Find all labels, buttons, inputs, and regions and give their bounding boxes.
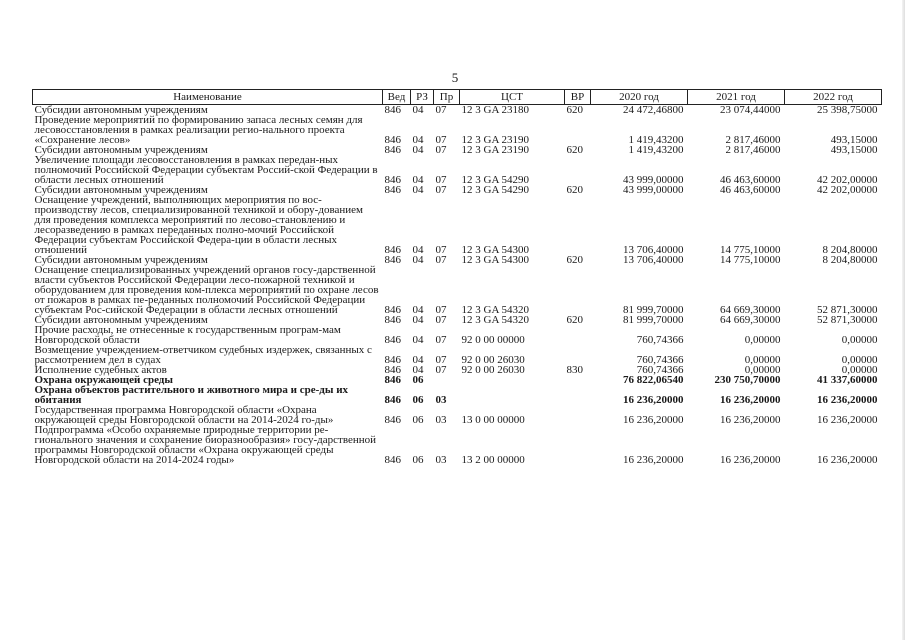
cell-2022: 16 236,20000 [817, 414, 878, 426]
cell-rz: 06 [412, 394, 424, 406]
cell-rz: 04 [412, 144, 424, 156]
cell-pr: 07 [435, 334, 447, 346]
cell-2021: 16 236,20000 [720, 414, 781, 426]
cell-pr: 07 [435, 184, 447, 196]
cell-ved: 846 [384, 304, 401, 316]
cell-2022: 41 337,60000 [817, 374, 878, 386]
header-name: Наименование [33, 90, 383, 105]
cell-2020: 13 706,40000 [623, 244, 684, 256]
cell-2022: 16 236,20000 [817, 454, 878, 466]
cell-name: Исполнение судебных актов [34, 364, 167, 376]
cell-2021: 16 236,20000 [720, 454, 781, 466]
cell-2021: 64 669,30000 [720, 314, 781, 326]
cell-cst: 12 3 GA 54290 [461, 174, 530, 186]
cell-vr [565, 345, 591, 365]
cell-cst: 12 3 GA 54320 [461, 304, 530, 316]
cell-2020: 81 999,70000 [623, 304, 684, 316]
cell-cst: 12 3 GA 54300 [461, 254, 530, 266]
cell-ved: 846 [384, 394, 401, 406]
table-header [33, 90, 882, 105]
cell-name: Субсидии автономным учреждениям [34, 314, 208, 326]
header-rz: РЗ [411, 90, 434, 105]
table-row [33, 155, 882, 185]
cell-2021: 2 817,46000 [725, 134, 781, 146]
cell-2022: 493,15000 [830, 134, 878, 146]
cell-rz: 04 [412, 184, 424, 196]
cell-rz: 06 [412, 454, 424, 466]
cell-cst: 92 0 00 26030 [461, 364, 525, 376]
cell-2022: 493,15000 [830, 144, 878, 156]
cell-vr [565, 155, 591, 185]
cell-ved: 846 [384, 364, 401, 376]
cell-cst: 13 2 00 00000 [461, 454, 525, 466]
header-vr: ВР [565, 90, 591, 105]
cell-2021: 46 463,60000 [720, 184, 781, 196]
cell-pr: 07 [435, 244, 447, 256]
cell-2021: 2 817,46000 [725, 144, 781, 156]
cell-rz: 04 [412, 254, 424, 266]
cell-2021: 16 236,20000 [720, 394, 781, 406]
cell-pr: 03 [435, 454, 447, 466]
cell-ved: 846 [384, 184, 401, 196]
table-row [33, 385, 882, 405]
cell-cst: 12 3 GA 23180 [461, 104, 530, 116]
cell-vr [565, 385, 591, 405]
cell-2021: 46 463,60000 [720, 174, 781, 186]
cell-cst: 12 3 GA 54290 [461, 184, 530, 196]
cell-pr: 07 [435, 354, 447, 366]
cell-2022: 25 398,75000 [817, 104, 878, 116]
cell-2020: 76 822,06540 [623, 374, 684, 386]
cell-2020: 13 706,40000 [623, 254, 684, 266]
cell-name: Охрана окружающей среды [34, 374, 173, 386]
cell-vr: 620 [566, 254, 583, 266]
cell-ved: 846 [384, 334, 401, 346]
cell-name: Прочие расходы, не отнесенные к государственным програм-мам Новгородской области [34, 324, 341, 346]
header-pr: Пр [434, 90, 460, 105]
table-row [33, 405, 882, 425]
cell-cst: 12 3 GA 23190 [461, 144, 530, 156]
cell-2020: 760,74366 [636, 354, 684, 366]
cell-name: Охрана объектов растительного и животного мира и сре-ды их обитания [34, 384, 349, 406]
cell-2021: 0,00000 [744, 334, 781, 346]
cell-2021: 0,00000 [744, 354, 781, 366]
table-row [33, 325, 882, 345]
cell-name: Субсидии автономным учреждениям [34, 144, 208, 156]
cell-pr [434, 375, 460, 385]
table-row [33, 195, 882, 255]
cell-name: Возмещение учреждением-ответчиком судебных издержек, связанных с рассмотрением дел в судах [34, 344, 372, 366]
cell-2022: 8 204,80000 [822, 244, 878, 256]
cell-2021: 14 775,10000 [720, 254, 781, 266]
cell-2020: 16 236,20000 [623, 454, 684, 466]
cell-name: Проведение мероприятий по формированию запаса лесных семян для лесовосстановления в рамках реализации регио-нального проекта «Сохранение лесов» [34, 114, 363, 146]
cell-cst: 92 0 00 00000 [461, 334, 525, 346]
header-2021: 2021 год [688, 90, 785, 105]
cell-rz: 06 [412, 374, 424, 386]
cell-rz: 04 [412, 244, 424, 256]
cell-name: Субсидии автономным учреждениям [34, 184, 208, 196]
header-cst: ЦСТ [460, 90, 565, 105]
cell-2021: 0,00000 [744, 364, 781, 376]
cell-pr: 07 [435, 364, 447, 376]
cell-2020: 81 999,70000 [623, 314, 684, 326]
cell-2021: 23 074,44000 [720, 104, 781, 116]
cell-cst: 12 3 GA 54300 [461, 244, 530, 256]
cell-2022: 0,00000 [841, 364, 878, 376]
cell-vr: 830 [566, 364, 583, 376]
cell-vr: 620 [566, 144, 583, 156]
cell-pr: 07 [435, 104, 447, 116]
cell-name: Субсидии автономным учреждениям [34, 104, 208, 116]
cell-2021: 230 750,70000 [714, 374, 781, 386]
cell-cst [460, 385, 565, 405]
cell-rz: 04 [412, 364, 424, 376]
cell-ved: 846 [384, 144, 401, 156]
cell-pr: 07 [435, 174, 447, 186]
cell-2022: 42 202,00000 [817, 174, 878, 186]
cell-ved: 846 [384, 254, 401, 266]
cell-name: Государственная программа Новгородской области «Охрана окружающей среды Новгородской области на 2014-2024 го-ды» [34, 404, 334, 426]
table-body [33, 105, 882, 466]
cell-vr [565, 115, 591, 145]
cell-ved: 846 [384, 354, 401, 366]
cell-2022: 16 236,20000 [817, 394, 878, 406]
budget-table [32, 89, 882, 465]
cell-vr [565, 195, 591, 255]
cell-vr [565, 425, 591, 465]
cell-2021: 64 669,30000 [720, 304, 781, 316]
cell-2020: 43 999,00000 [623, 184, 684, 196]
cell-pr: 03 [435, 414, 447, 426]
cell-2022: 52 871,30000 [817, 314, 878, 326]
cell-pr: 07 [435, 134, 447, 146]
page-number: 5 [451, 70, 459, 85]
cell-ved: 846 [384, 244, 401, 256]
cell-ved: 846 [384, 454, 401, 466]
header-2020: 2020 год [591, 90, 688, 105]
cell-2020: 760,74366 [636, 364, 684, 376]
cell-2020: 43 999,00000 [623, 174, 684, 186]
cell-rz: 04 [412, 174, 424, 186]
cell-pr: 03 [435, 394, 447, 406]
cell-rz: 04 [412, 104, 424, 116]
cell-vr: 620 [566, 184, 583, 196]
cell-cst: 13 0 00 00000 [461, 414, 525, 426]
cell-2020: 24 472,46800 [623, 104, 684, 116]
cell-2020: 1 419,43200 [628, 134, 684, 146]
cell-2022: 52 871,30000 [817, 304, 878, 316]
cell-ved: 846 [384, 134, 401, 146]
cell-ved: 846 [384, 104, 401, 116]
cell-cst: 12 3 GA 23190 [461, 134, 530, 146]
cell-name: Субсидии автономным учреждениям [34, 254, 208, 266]
cell-pr: 07 [435, 144, 447, 156]
cell-2022: 0,00000 [841, 334, 878, 346]
cell-pr: 07 [435, 314, 447, 326]
cell-vr [565, 265, 591, 315]
cell-cst: 12 3 GA 54320 [461, 314, 530, 326]
cell-rz: 04 [412, 304, 424, 316]
header-ved: Вед [383, 90, 411, 105]
cell-2020: 760,74366 [636, 334, 684, 346]
cell-ved: 846 [384, 374, 401, 386]
header-2022: 2022 год [785, 90, 882, 105]
cell-vr [565, 325, 591, 345]
cell-vr: 620 [566, 104, 583, 116]
cell-name: Увеличение площади лесовосстановления в рамках передан-ных полномочий Российской Федерации субъектам Россий-ской Федерации в области лесных отношений [34, 154, 378, 186]
cell-vr: 620 [566, 314, 583, 326]
cell-2021: 14 775,10000 [720, 244, 781, 256]
cell-name: Оснащение специализированных учреждений органов госу-дарственной власти субъектов Российской Федерации лесо-пожарной техникой и оборудованием для проведения ком-плекса мероприятий по охране лесов от пожаров в рамках пе-реданных полномочий Российской Федерации субъектам Рос-сийской Федерации в области лесных отношений [34, 264, 379, 316]
cell-ved: 846 [384, 314, 401, 326]
cell-vr [565, 405, 591, 425]
cell-pr: 07 [435, 254, 447, 266]
cell-2022: 42 202,00000 [817, 184, 878, 196]
cell-cst: 92 0 00 26030 [461, 354, 525, 366]
cell-rz: 04 [412, 314, 424, 326]
cell-name: Оснащение учреждений, выполняющих мероприятия по вос-производству лесов, специализированной техникой и обору-дованием для проведения комплекса мероприятий по лесово-становлению и лесоразведению в рамках переданных полно-мочий Российской Федерации субъектам Российской Федера-ции в области лесных отношений [34, 194, 363, 256]
table-row [33, 425, 882, 465]
table-row [33, 345, 882, 365]
cell-cst [460, 375, 565, 385]
cell-pr: 07 [435, 304, 447, 316]
cell-2020: 16 236,20000 [623, 414, 684, 426]
cell-rz: 04 [412, 334, 424, 346]
cell-rz: 04 [412, 354, 424, 366]
cell-name: Подпрограмма «Особо охраняемые природные территории ре-гионального значения и сохранение биоразнообразия» госу-дарственной программы Новгородской области «Охрана окружающей среды Новгородской области на 2014-2024 годы» [34, 424, 376, 466]
cell-rz: 06 [412, 414, 424, 426]
cell-ved: 846 [384, 414, 401, 426]
cell-2022: 8 204,80000 [822, 254, 878, 266]
cell-vr [565, 375, 591, 385]
cell-2022: 0,00000 [841, 354, 878, 366]
table-row [33, 265, 882, 315]
cell-rz: 04 [412, 134, 424, 146]
table-row [33, 115, 882, 145]
cell-2020: 1 419,43200 [628, 144, 684, 156]
cell-ved: 846 [384, 174, 401, 186]
cell-2020: 16 236,20000 [623, 394, 684, 406]
